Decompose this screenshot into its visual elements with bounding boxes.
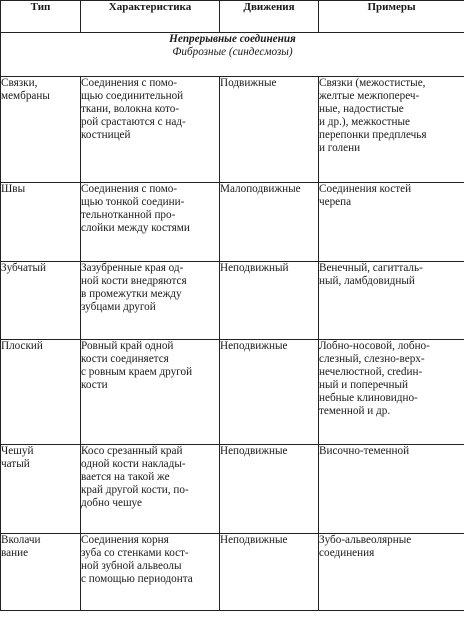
cell-type: Связки, мембраны: [1, 77, 81, 183]
table-row: [1, 445, 464, 534]
cell-type: Вколачи вание: [1, 534, 81, 611]
cell-examples: Соединения костей черепа: [319, 183, 464, 262]
table-row: [1, 534, 464, 611]
cell-examples: Связки (межостистые, желтые межпопереч- ные, надостистые и др.), межкостные перепонки предплечья и голени: [319, 77, 464, 183]
cell-movement: Малоподвижные: [220, 183, 319, 262]
cell-characteristic: Зазубренные края од- ной кости внедряются в промежутки между зубцами другой: [81, 262, 220, 340]
cell-type: Зубчатый: [1, 262, 81, 340]
table-row: [1, 183, 464, 262]
cell-type: Плоский: [1, 340, 81, 445]
cell-examples: Лобно-носовой, лобно- слезный, слезно-верх- нечелюстной, сredин- ный и поперечный небные клиновидно- теменной и др.: [319, 340, 464, 445]
cell-movement: Неподвижные: [220, 534, 319, 611]
section-subtitle: Фиброзные (синдесмозы): [172, 46, 293, 58]
section-row: [1, 33, 464, 77]
cell-type: Чешуй чатый: [1, 445, 81, 534]
cell-characteristic: Соединения с помо- щью соединительной ткани, волокна кото- рой срастаются с над- костницей: [81, 77, 220, 183]
cell-movement: Неподвижный: [220, 262, 319, 340]
header-type: Тип: [1, 1, 81, 33]
header-examples: Примеры: [319, 1, 464, 33]
cell-examples: Венечный, сагитталь- ный, ламбдовидный: [319, 262, 464, 340]
cell-characteristic: Косо срезанный край одной кости наклады- вается на такой же край другой кости, по- добно чешуе: [81, 445, 220, 534]
table-row: [1, 340, 464, 445]
table-row: [1, 262, 464, 340]
cell-characteristic: Соединения корня зуба со стенками кост- ной зубной альвеолы с помощью периодонта: [81, 534, 220, 611]
cell-movement: Неподвижные: [220, 445, 319, 534]
header-row: [1, 1, 464, 33]
header-movement: Движения: [220, 1, 319, 33]
cell-movement: Неподвижные: [220, 340, 319, 445]
header-characteristic: Характеристика: [81, 1, 220, 33]
cell-type: Швы: [1, 183, 81, 262]
cell-characteristic: Соединения с помо- щью тонкой соедини- тельнотканной про- слойки между костями: [81, 183, 220, 262]
table-row: [1, 77, 464, 183]
cell-characteristic: Ровный край одной кости соединяется с ровным краем другой кости: [81, 340, 220, 445]
section-heading: [1, 33, 464, 77]
section-title: Непрерывные соединения: [169, 33, 296, 45]
cell-examples: Височно-теменной: [319, 445, 464, 534]
cell-examples: Зубо-альвеолярные соединения: [319, 534, 464, 611]
cell-movement: Подвижные: [220, 77, 319, 183]
